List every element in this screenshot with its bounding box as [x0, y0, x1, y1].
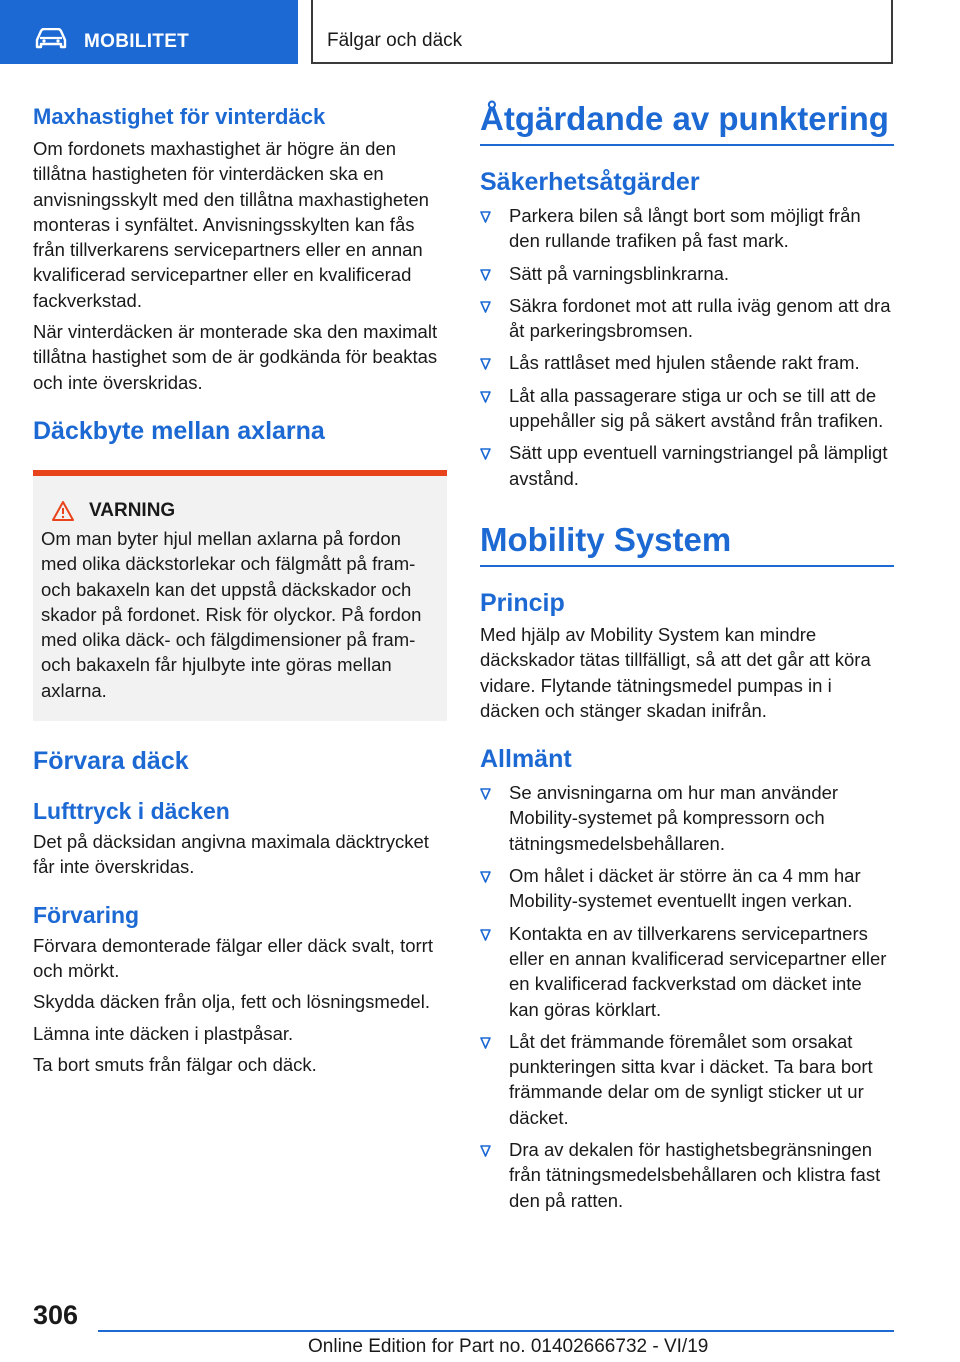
- heading-forvara-dack: Förvara däck: [33, 747, 189, 776]
- triangle-bullet-icon: [480, 929, 491, 941]
- triangle-bullet-icon: [480, 788, 491, 800]
- sakerhet-list: [480, 203, 894, 491]
- warning-title: VARNING: [89, 499, 176, 521]
- left-column: [33, 100, 447, 1077]
- heading-allmant: Allmänt: [480, 745, 572, 774]
- edition-text: Online Edition for Part no. 01402666732 - VI/19: [308, 1336, 709, 1357]
- list-item: Sätt upp eventuell varningstriangel på lämpligt avstånd.: [480, 440, 894, 491]
- paragraph-lufttryck: Det på däcksidan angivna maximala däcktrycket får inte överskridas.: [33, 831, 429, 878]
- triangle-bullet-icon: [480, 211, 491, 223]
- list-item: Dra av dekalen för hastighetsbegränsningen från tätningsmedelsbehållaren och klistra fast den på ratten.: [480, 1137, 894, 1213]
- heading-mobility-system: Mobility System: [480, 521, 894, 567]
- warning-triangle-icon: [51, 500, 75, 522]
- section-label: Fälgar och däck: [327, 30, 463, 51]
- page-number: 306: [33, 1300, 79, 1330]
- allmant-list: [480, 780, 894, 1213]
- triangle-bullet-icon: [480, 448, 491, 460]
- list-item: Parkera bilen så långt bort som möjligt från den rullande trafiken på fast mark.: [480, 203, 894, 254]
- paragraph-maxhastighet-2: När vinterdäcken är monterade ska den maximalt tillåtna hastighet som de är godkända för beaktas och inte överskridas.: [33, 321, 438, 393]
- heading-sakerhetsatgarder: Säkerhetsåtgärder: [480, 168, 700, 196]
- list-item: Se anvisningarna om hur man använder Mobility-systemet på kompressorn och tätningsmedelsbehållaren.: [480, 780, 894, 856]
- list-item: Låt det främmande föremålet som orsakat punkteringen sitta kvar i däcket. Ta bara bort främmande delar om de synligt sticker ut ur däcket.: [480, 1029, 894, 1130]
- triangle-bullet-icon: [480, 269, 491, 281]
- triangle-bullet-icon: [480, 358, 491, 370]
- warning-text: Om man byter hjul mellan axlarna på fordon med olika däckstorlekar och fälgmått på fram- och bakaxeln kan det uppstå däckskador och skador på fordonet. Risk för olyckor. På fordon med olika däck- och fälgdimensioner på fram- och bakaxeln får hjulbyte inte göras mellan axlarna.: [41, 527, 422, 701]
- heading-lufttryck: Lufttryck i däcken: [33, 798, 230, 825]
- warning-heading: [41, 500, 439, 522]
- paragraph-forvaring-3: Lämna inte däcken i plastpåsar.: [33, 1022, 294, 1044]
- paragraph-forvaring-4: Ta bort smuts från fälgar och däck.: [33, 1053, 317, 1075]
- paragraph-princip: Med hjälp av Mobility System kan mindre däckskador tätas tillfälligt, så att det går att köra vidare. Flytande tätningsmedel pumpas in i däcken och stänger skadan inifrån.: [480, 623, 871, 721]
- footer-divider: [98, 1330, 894, 1332]
- heading-atgardande-punktering: Åtgärdande av punktering: [480, 100, 894, 146]
- triangle-bullet-icon: [480, 1145, 491, 1157]
- triangle-bullet-icon: [480, 391, 491, 403]
- list-item: Låt alla passagerare stiga ur och se till att de uppehåller sig på säkert avstånd från trafiken.: [480, 383, 894, 434]
- warning-box: [33, 470, 447, 721]
- list-item: Lås rattlåset med hjulen stående rakt fram.: [480, 350, 894, 375]
- triangle-bullet-icon: [480, 871, 491, 883]
- right-column: [480, 100, 894, 1213]
- heading-forvaring: Förvaring: [33, 901, 140, 928]
- triangle-bullet-icon: [480, 1037, 491, 1049]
- list-item: Sätt på varningsblinkrarna.: [480, 261, 894, 286]
- heading-maxhastighet: Maxhastighet för vinterdäck: [33, 104, 326, 129]
- paragraph-forvaring-2: Skydda däcken från olja, fett och lösningsmedel.: [33, 991, 430, 1013]
- section-header: [311, 0, 893, 64]
- paragraph-forvaring-1: Förvara demonterade fälgar eller däck svalt, torrt och mörkt.: [33, 934, 433, 981]
- list-item: Säkra fordonet mot att rulla iväg genom att dra åt parkeringsbromsen.: [480, 293, 894, 344]
- chapter-tab[interactable]: [0, 0, 298, 64]
- triangle-bullet-icon: [480, 301, 491, 313]
- car-icon: [34, 28, 68, 50]
- heading-dackbyte: Däckbyte mellan axlarna: [33, 416, 325, 445]
- list-item: Kontakta en av tillverkarens servicepartners eller en annan kvalificerad servicepartner eller en kvalificerad fackverkstad om däcket inte kan göras körklart.: [480, 921, 894, 1022]
- heading-princip: Princip: [480, 588, 565, 617]
- paragraph-maxhastighet-1: Om fordonets maxhastighet är högre än den tillåtna hastigheten för vinterdäcken ska en anvisningsskylt med den tillåtna maxhastigheten monteras i synfältet. Anvisningsskylten kan fås från tillverkarens servicepartners eller en annan kvalificerad servicepartner eller en kvalificerad fackverkstad.: [33, 138, 429, 311]
- chapter-label: MOBILITET: [84, 31, 190, 52]
- list-item: Om hålet i däcket är större än ca 4 mm har Mobility-systemet eventuellt ingen verkan.: [480, 863, 894, 914]
